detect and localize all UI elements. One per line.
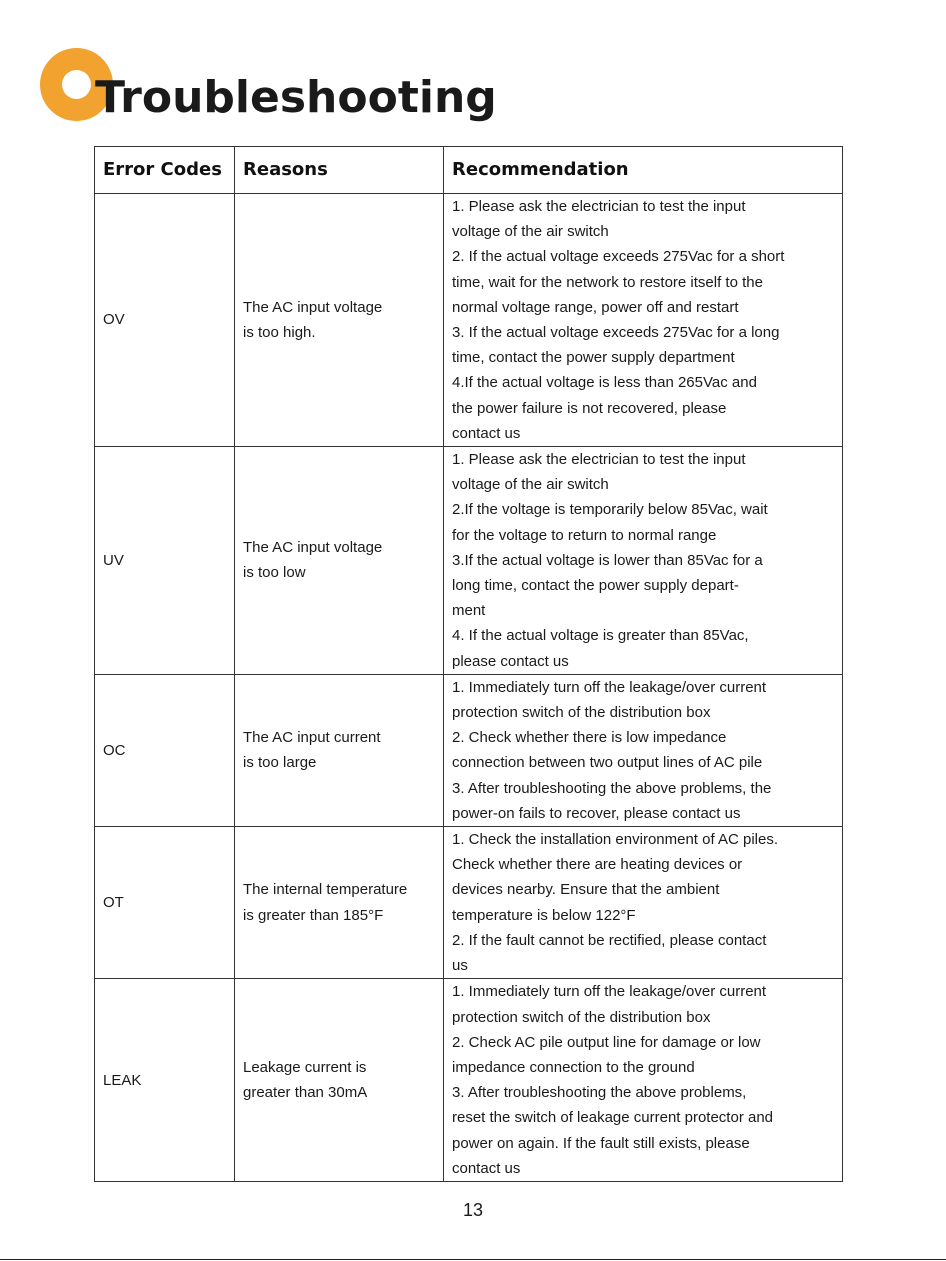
recommendation-line: devices nearby. Ensure that the ambient <box>452 881 720 899</box>
recommendation-cell <box>444 674 843 826</box>
page-title: Troubleshooting <box>95 72 497 123</box>
reason-line: is greater than 185°F <box>243 906 384 924</box>
table-header-row <box>95 147 843 194</box>
recommendation-line: us <box>452 957 468 975</box>
recommendation-line: 2. Check AC pile output line for damage or low <box>452 1033 761 1051</box>
recommendation-line: impedance connection to the ground <box>452 1058 695 1076</box>
recommendation-line: reset the switch of leakage current protector and <box>452 1109 774 1127</box>
reason-cell <box>235 674 444 826</box>
page-number: 13 <box>462 1200 484 1220</box>
page-header <box>40 48 540 128</box>
recommendation-cell <box>444 827 843 979</box>
recommendation-line: power on again. If the fault still exists, please <box>452 1134 750 1152</box>
recommendation-line: Check whether there are heating devices or <box>452 856 743 874</box>
reason-cell <box>235 194 444 447</box>
reason-cell <box>235 827 444 979</box>
recommendation-line: long time, contact the power supply depart- <box>452 577 739 595</box>
table-row <box>95 447 843 675</box>
recommendation-line: 4.If the actual voltage is less than 265Vac and <box>452 374 757 392</box>
recommendation-line: power-on fails to recover, please contact us <box>452 804 741 822</box>
recommendation-line: contact us <box>452 424 521 442</box>
recommendation-line: the power failure is not recovered, please <box>452 399 727 417</box>
recommendation-cell <box>444 194 843 447</box>
reason-line: is too low <box>243 564 306 582</box>
reason-line: The internal temperature <box>243 881 408 899</box>
recommendation-line: voltage of the air switch <box>452 223 609 241</box>
reason-line: The AC input current <box>243 729 381 747</box>
error-code-cell: OC <box>95 674 235 826</box>
recommendation-line: 1. Check the installation environment of AC piles. <box>452 831 779 849</box>
recommendation-line: 2.If the voltage is temporarily below 85Vac, wait <box>452 501 768 519</box>
recommendation-line: protection switch of the distribution box <box>452 704 711 722</box>
recommendation-line: 4. If the actual voltage is greater than 85Vac, <box>452 627 749 645</box>
recommendation-line: ment <box>452 602 486 620</box>
recommendation-line: contact us <box>452 1159 521 1177</box>
recommendation-line: time, wait for the network to restore itself to the <box>452 273 763 291</box>
recommendation-line: normal voltage range, power off and restart <box>452 298 739 316</box>
recommendation-line: connection between two output lines of AC pile <box>452 754 763 772</box>
table-row <box>95 979 843 1182</box>
recommendation-cell <box>444 447 843 675</box>
recommendation-line: for the voltage to return to normal range <box>452 526 717 544</box>
recommendation-line: 1. Please ask the electrician to test the input <box>452 198 746 215</box>
error-code-cell: OV <box>95 194 235 447</box>
recommendation-line: protection switch of the distribution box <box>452 1008 711 1026</box>
table-row <box>95 827 843 979</box>
reason-line: The AC input voltage <box>243 298 383 316</box>
recommendation-line: 3.If the actual voltage is lower than 85Vac for a <box>452 551 763 569</box>
recommendation-line: temperature is below 122°F <box>452 906 636 924</box>
recommendation-line: 1. Immediately turn off the leakage/over current <box>452 983 767 1001</box>
troubleshooting-table <box>94 146 843 1182</box>
error-code-cell: LEAK <box>95 979 235 1182</box>
error-code-cell: UV <box>95 447 235 675</box>
table-row <box>95 674 843 826</box>
bottom-divider <box>0 1259 946 1260</box>
recommendation-line: 1. Immediately turn off the leakage/over current <box>452 678 767 696</box>
header-recommendation: Recommendation <box>444 147 843 194</box>
reason-cell <box>235 447 444 675</box>
recommendation-line: 2. If the fault cannot be rectified, please contact <box>452 931 767 949</box>
reason-cell <box>235 979 444 1182</box>
recommendation-line: please contact us <box>452 652 569 670</box>
recommendation-line: 3. If the actual voltage exceeds 275Vac for a long <box>452 324 780 342</box>
reason-line: greater than 30mA <box>243 1084 368 1102</box>
recommendation-line: 2. Check whether there is low impedance <box>452 729 727 747</box>
recommendation-line: 1. Please ask the electrician to test the input <box>452 451 746 469</box>
reason-line: The AC input voltage <box>243 539 383 557</box>
recommendation-line: 3. After troubleshooting the above problems, <box>452 1084 747 1102</box>
recommendation-cell <box>444 979 843 1182</box>
recommendation-line: time, contact the power supply department <box>452 349 735 367</box>
reason-line: is too large <box>243 754 317 772</box>
reason-line: Leakage current is <box>243 1058 367 1076</box>
recommendation-line: voltage of the air switch <box>452 476 609 494</box>
recommendation-line: 3. After troubleshooting the above problems, the <box>452 779 772 797</box>
reason-line: is too high. <box>243 324 316 342</box>
header-error-codes: Error Codes <box>95 147 235 194</box>
table-row <box>95 194 843 447</box>
header-reasons: Reasons <box>235 147 444 194</box>
error-code-cell: OT <box>95 827 235 979</box>
recommendation-line: 2. If the actual voltage exceeds 275Vac for a short <box>452 248 785 266</box>
